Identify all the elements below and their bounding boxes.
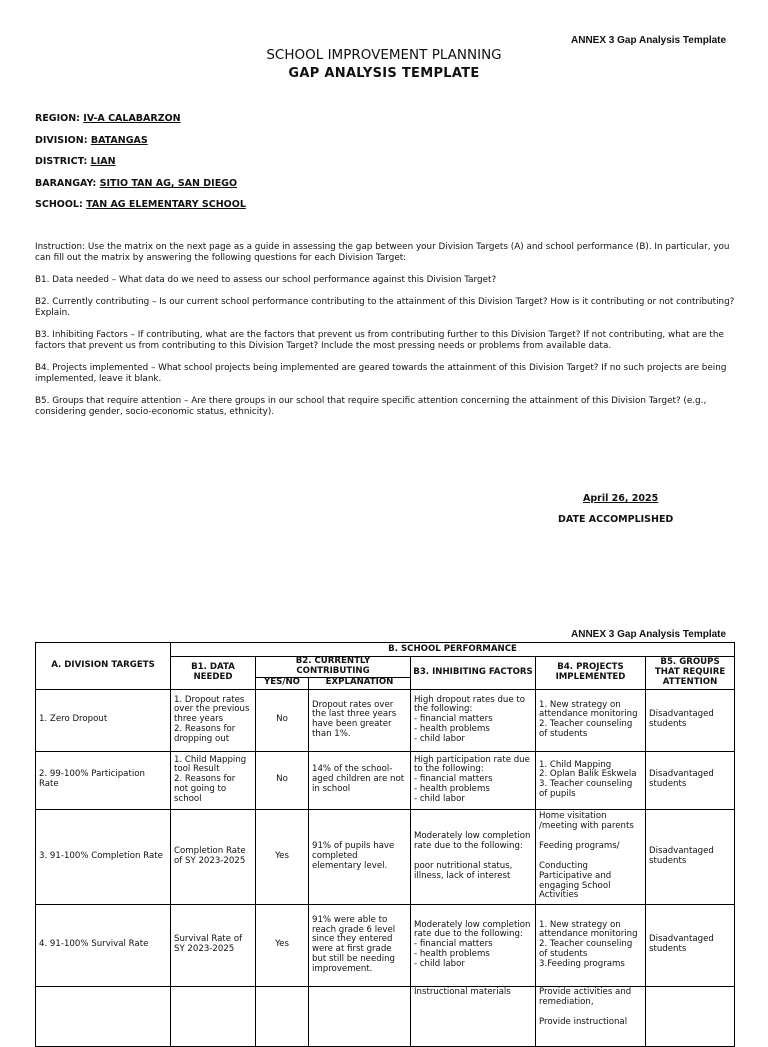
inhibiting-factors-cell [411, 751, 536, 809]
cell-line: 1. New strategy on attendance monitoring [539, 919, 638, 940]
cell-line: - financial matters [414, 939, 493, 950]
target-cell: 2. 99-100% Participation Rate [36, 751, 171, 809]
table-row [36, 904, 735, 986]
annex-label-page2: ANNEX 3 Gap Analysis Template [571, 629, 727, 640]
target-cell: 4. 91-100% Survival Rate [36, 904, 171, 986]
cell-line [649, 988, 731, 998]
cell-line: Disadvantaged students [649, 709, 714, 730]
cell-line: High dropout rates due to the following: [414, 694, 526, 715]
cell-line: - child labor [414, 959, 465, 970]
cell-line: - child labor [414, 734, 465, 745]
cell-line: - health problems [414, 724, 490, 735]
projects-cell [536, 809, 646, 904]
cell-line: High participation rate due to the following: [414, 754, 530, 775]
target-cell: 3. 91-100% Completion Rate [36, 809, 171, 904]
cell-line: 91% were able to reach grade 6 level since they entered were at first grade but still be needing improvement. [312, 914, 396, 975]
data-needed-cell [171, 904, 256, 986]
b1-description: B1. Data needed – What data do we need to assess our school performance against this Division Target? [35, 275, 497, 285]
data-needed-cell [171, 986, 256, 1046]
cell-line: Feeding programs/ [539, 840, 620, 851]
header-b2: B2. CURRENTLY CONTRIBUTING [256, 657, 411, 678]
b4-description: B4. Projects implemented – What school projects being implemented are geared towards the attainment of this Division Target? If no such projects are being implemented, leave it blank. [35, 363, 727, 384]
inhibiting-factors-cell [411, 689, 536, 751]
cell-line: Survival Rate of SY 2023-2025 [174, 934, 243, 955]
yesno-cell: Yes [256, 809, 309, 904]
info-division [35, 135, 148, 146]
cell-line: Completion Rate of SY 2023-2025 [174, 845, 246, 866]
header-b4: B4. PROJECTS IMPLEMENTED [536, 657, 646, 690]
explanation-cell [309, 809, 411, 904]
data-needed-cell [171, 809, 256, 904]
header-b1: B1. DATA NEEDED [171, 657, 256, 690]
header-b2-explanation: EXPLANATION [309, 677, 411, 689]
groups-cell [646, 904, 735, 986]
info-barangay [35, 178, 237, 189]
header-b3: B3. INHIBITING FACTORS [411, 657, 536, 690]
b5-description: B5. Groups that require attention – Are there groups in our school that require specific attention concerning the attainment of this Division Target? (e.g., considering gender, socio-economic status, ethnicity). [35, 396, 707, 417]
info-region [35, 113, 181, 124]
table-row [36, 986, 735, 1046]
cell-line: Disadvantaged students [649, 934, 714, 955]
cell-line: Dropout rates over the last three years have been greater than 1%. [312, 699, 397, 740]
cell-line: - child labor [414, 794, 465, 805]
cell-line: 1. Child Mapping tool Result [174, 754, 247, 775]
cell-line: - health problems [414, 949, 490, 960]
header-division-targets: A. DIVISION TARGETS [36, 643, 171, 690]
b2-description: B2. Currently contributing – Is our current school performance contributing to the attainment of this Division Target? How is it contributing or not contributing? Explain. [35, 297, 735, 318]
annex-label: ANNEX 3 Gap Analysis Template [571, 35, 727, 46]
info-label: REGION: [35, 113, 80, 124]
gap-analysis-table [35, 642, 735, 1047]
cell-line: 1. Dropout rates over the previous three years [174, 694, 250, 725]
cell-line: 3.Feeding programs [539, 959, 625, 970]
projects-cell [536, 904, 646, 986]
projects-cell [536, 751, 646, 809]
inhibiting-factors-cell [411, 809, 536, 904]
info-label: SCHOOL: [35, 199, 83, 210]
info-value: BATANGAS [90, 135, 148, 146]
cell-line [174, 988, 252, 998]
yesno-cell [256, 986, 309, 1046]
cell-line: Moderately low completion rate due to the following: [414, 919, 531, 940]
yesno-cell: No [256, 689, 309, 751]
cell-line: 2. Reasons for dropping out [174, 724, 236, 745]
projects-cell [536, 986, 646, 1046]
b3-description: B3. Inhibiting Factors – If contributing, what are the factors that prevent us from contributing further to this Division Target? If not contributing, what are the factors that prevent us from contributing to this Division Target? Include the most pressing needs or problems from available data. [35, 330, 724, 351]
cell-line: - health problems [414, 784, 490, 795]
target-cell [36, 986, 171, 1046]
cell-line: 1. New strategy on attendance monitoring [539, 699, 638, 720]
date-value: April 26, 2025 [583, 493, 659, 504]
date-label: DATE ACCOMPLISHED [558, 514, 674, 525]
cell-line [312, 988, 407, 998]
table-row [36, 809, 735, 904]
info-value: IV-A CALABARZON [83, 113, 181, 124]
cell-line: Conducting Participative and engaging School Activities [539, 860, 612, 901]
groups-cell [646, 689, 735, 751]
data-needed-cell [171, 751, 256, 809]
data-needed-cell [171, 689, 256, 751]
cell-line: 2. Teacher counseling of students [539, 939, 633, 960]
groups-cell [646, 809, 735, 904]
cell-line: 1. Child Mapping [539, 759, 612, 770]
page-title: SCHOOL IMPROVEMENT PLANNING [266, 47, 502, 63]
cell-line: 14% of the school-aged children are not in school [312, 764, 405, 795]
inhibiting-factors-cell [411, 986, 536, 1046]
yesno-cell: No [256, 751, 309, 809]
cell-line: - financial matters [414, 714, 493, 725]
groups-cell [646, 986, 735, 1046]
header-b5: B5. GROUPS THAT REQUIRE ATTENTION [646, 657, 735, 690]
cell-line: Disadvantaged students [649, 845, 714, 866]
cell-line: 3. Teacher counseling of pupils [539, 779, 633, 800]
cell-line: Provide activities and remediation, [539, 986, 632, 1007]
info-value: TAN AG ELEMENTARY SCHOOL [86, 199, 246, 210]
table-row [36, 689, 735, 751]
info-value: LIAN [90, 156, 116, 167]
cell-line: Disadvantaged students [649, 769, 714, 790]
explanation-cell [309, 751, 411, 809]
info-label: DIVISION: [35, 135, 88, 146]
header-school-performance: B. SCHOOL PERFORMANCE [171, 643, 735, 657]
projects-cell [536, 689, 646, 751]
explanation-cell [309, 689, 411, 751]
info-district [35, 156, 116, 167]
cell-line: - financial matters [414, 774, 493, 785]
instruction-paragraph: Instruction: Use the matrix on the next page as a guide in assessing the gap between your Division Targets (A) and school performance (B). In particular, you can fill out the matrix by answering the following questions for each Division Target: [35, 242, 730, 263]
cell-line: Moderately low completion rate due to the following: [414, 831, 531, 851]
info-value: SITIO TAN AG, SAN DIEGO [99, 178, 238, 189]
cell-line: Instructional materials [414, 986, 511, 997]
cell-line: Provide instructional [539, 1016, 628, 1027]
explanation-cell [309, 904, 411, 986]
inhibiting-factors-cell [411, 904, 536, 986]
cell-line: Home visitation /meeting with parents [539, 811, 634, 832]
target-cell: 1. Zero Dropout [36, 689, 171, 751]
cell-line: poor nutritional status, illness, lack of interest [414, 860, 513, 881]
cell-line: 2. Reasons for not going to school [174, 774, 236, 805]
table-row [36, 751, 735, 809]
yesno-cell: Yes [256, 904, 309, 986]
header-b2-yesno: YES/NO [256, 677, 309, 689]
explanation-cell [309, 986, 411, 1046]
info-school [35, 199, 246, 210]
info-label: DISTRICT: [35, 156, 88, 167]
groups-cell [646, 751, 735, 809]
page-subtitle: GAP ANALYSIS TEMPLATE [288, 66, 480, 81]
cell-line: 2. Teacher counseling of students [539, 719, 633, 740]
info-label: BARANGAY: [35, 178, 97, 189]
cell-line: 2. Oplan Balik Eskwela [539, 769, 637, 780]
cell-line: 91% of pupils have completed elementary level. [312, 840, 395, 871]
